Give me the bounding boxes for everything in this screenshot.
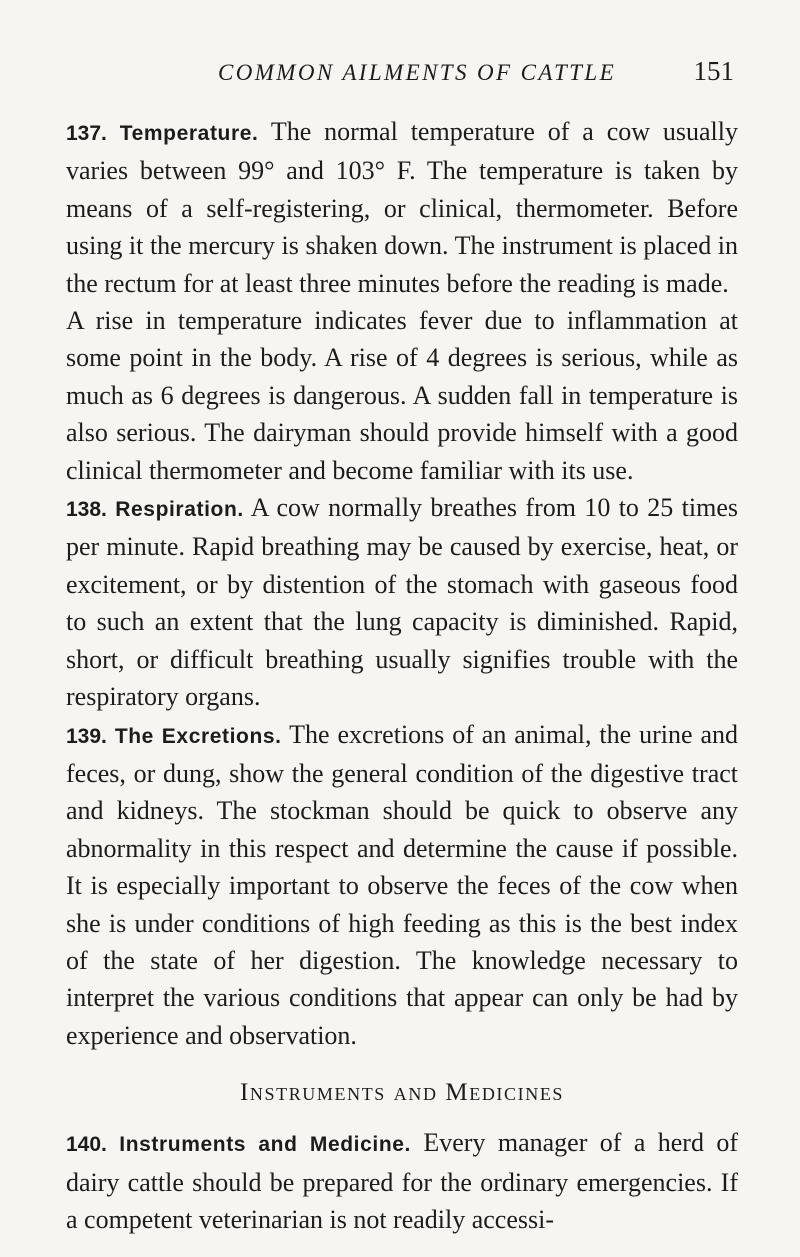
paragraph-137 <box>66 113 738 302</box>
paragraph-heading: Respiration. <box>115 498 244 522</box>
paragraph-number: 139. <box>66 724 107 748</box>
paragraph-text: A rise in temperature indicates fever due to inflammation at some point in the body. A rise of 4 degrees is serious, while as much as 6 degrees is dangerous. A sudden fall in temperature is also serious. The dairyman should provide himself with a good clinical thermometer and become familiar with its use. <box>66 306 738 485</box>
running-title: COMMON AILMENTS OF CATTLE <box>218 60 617 85</box>
paragraph-heading: The Excretions. <box>114 724 282 748</box>
paragraph-140 <box>66 1124 738 1238</box>
paragraph-number: 140. <box>66 1133 107 1157</box>
running-head <box>218 56 734 96</box>
section-heading: Instruments and Medicines <box>239 1079 565 1107</box>
paragraph-text: The normal temperature of a cow usually varies between 99° and 103° F. The temperature is taken by means of a self-registering, or clinical, thermometer. Before using it the mercury is shaken down. The instrument is placed in the rectum for at least three minutes before the reading is made. <box>66 117 739 298</box>
paragraph-heading: Instruments and Medicine. <box>119 1133 411 1157</box>
paragraph-137-continued <box>66 302 738 489</box>
paragraph-138 <box>66 489 738 715</box>
body-text <box>66 113 738 1238</box>
paragraph-text: Every manager of a herd of dairy cattle should be prepared for the ordinary emergencies. If a competent veterinarian is not readily accessi- <box>66 1128 739 1234</box>
paragraph-number: 137. <box>66 122 107 145</box>
paragraph-139 <box>66 716 738 1055</box>
paragraph-text: A cow normally breathes from 10 to 25 times per minute. Rapid breathing may be caused by exercise, heat, or excitement, or by distention of the stomach with gaseous food to such an extent that the lung capacity is diminished. Rapid, short, or difficult breathing usually signifies trouble with the respiratory organs. <box>66 493 738 712</box>
paragraph-number: 138. <box>66 498 107 522</box>
paragraph-text: The excretions of an animal, the urine and feces, or dung, show the general condition of the digestive tract and kidneys. The stockman should be quick to observe any abnormality in this respect and determine the cause if possible. It is especially important to observe the feces of the cow when she is under conditions of high feeding as this is the best index of the state of her digestion. The knowledge necessary to interpret the various conditions that appear can only be had by experience and observation. <box>66 719 739 1050</box>
page-number: 151 <box>693 56 734 86</box>
paragraph-heading: Temperature. <box>119 122 259 145</box>
